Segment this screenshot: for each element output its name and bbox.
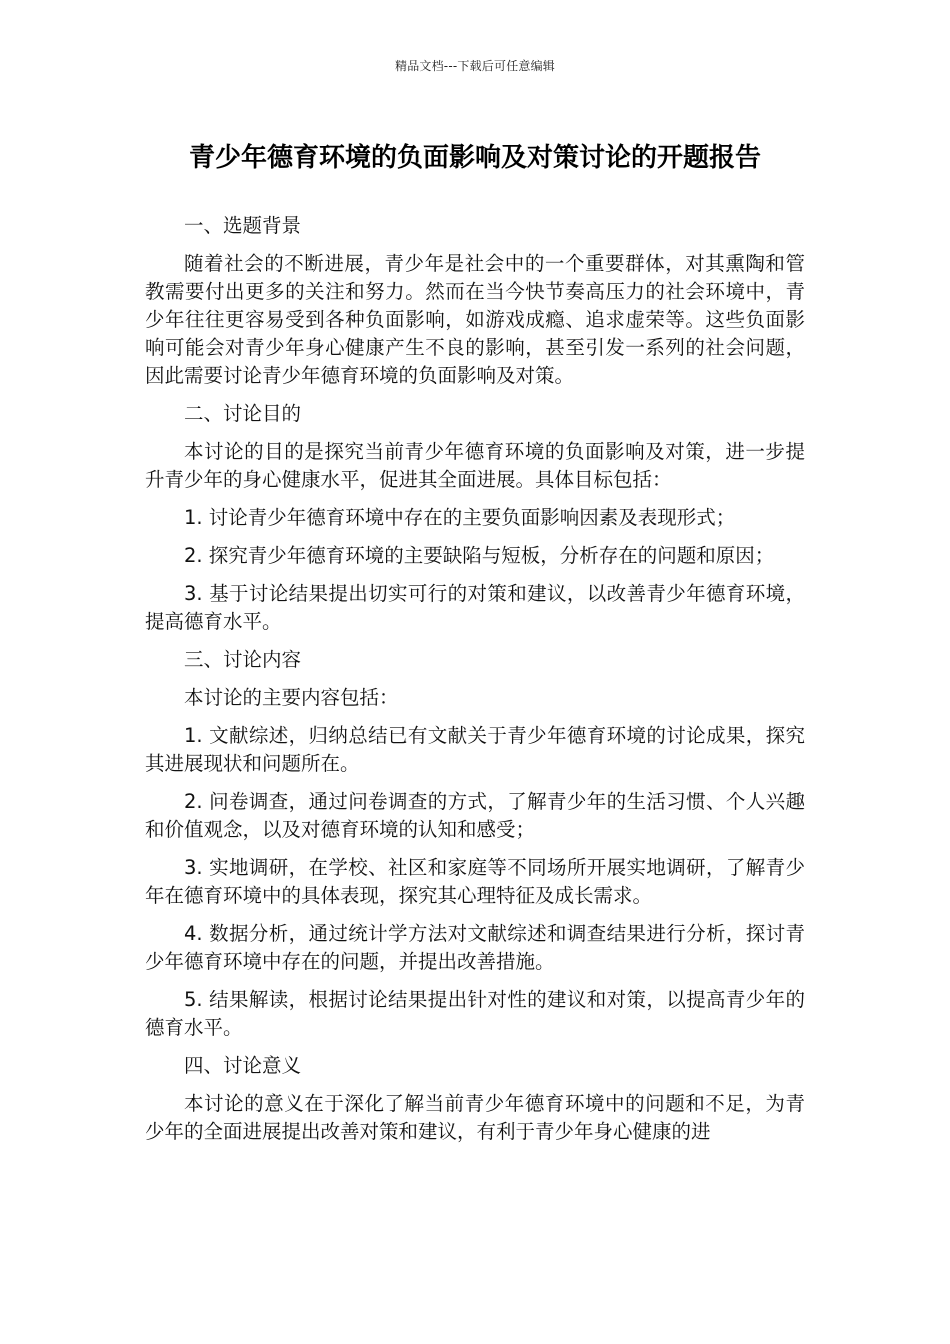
list-item: 1. 讨论青少年德育环境中存在的主要负面影响因素及表现形式； — [184, 506, 736, 529]
list-item: 3. 基于讨论结果提出切实可行的对策和建议，以改善青少年德育环境，提高德育水平。 — [145, 582, 805, 633]
section-heading: 四、讨论意义 — [184, 1054, 302, 1077]
list-item: 4. 数据分析，通过统计学方法对文献综述和调查结果进行分析，探讨青少年德育环境中存在的问题，并提出改善措施。 — [145, 922, 805, 973]
paragraph: 本讨论的目的是探究当前青少年德育环境的负面影响及对策，进一步提升青少年的身心健康水平，促进其全面进展。具体目标包括： — [145, 440, 805, 491]
list-item: 1. 文献综述，归纳总结已有文献关于青少年德育环境的讨论成果，探究其进展现状和问题所在。 — [145, 724, 805, 775]
list-item: 2. 探究青少年德育环境的主要缺陷与短板，分析存在的问题和原因； — [184, 544, 775, 567]
list-item: 5. 结果解读，根据讨论结果提出针对性的建议和对策，以提高青少年的德育水平。 — [145, 988, 805, 1039]
header-note: 精品文档---下载后可任意编辑 — [395, 59, 555, 73]
paragraph: 随着社会的不断进展，青少年是社会中的一个重要群体，对其熏陶和管教需要付出更多的关注和努力。然而在当今快节奏高压力的社会环境中，青少年往往更容易受到各种负面影响，如游戏成瘾、追求虚荣等。这些负面影响可能会对青少年身心健康产生不良的影响，甚至引发一系列的社会问题，因此需要讨论青少年德育环境的负面影响及对策。 — [145, 252, 805, 387]
document-body — [145, 212, 805, 1156]
section-heading: 二、讨论目的 — [184, 402, 302, 425]
paragraph: 本讨论的意义在于深化了解当前青少年德育环境中的问题和不足，为青少年的全面进展提出改善对策和建议，有利于青少年身心健康的进 — [145, 1092, 805, 1143]
section-heading: 一、选题背景 — [184, 214, 302, 237]
paragraph: 本讨论的主要内容包括： — [184, 686, 399, 709]
section-heading: 三、讨论内容 — [184, 648, 302, 671]
document-title: 青少年德育环境的负面影响及对策讨论的开题报告 — [188, 143, 761, 173]
list-item: 2. 问卷调查，通过问卷调查的方式，了解青少年的生活习惯、个人兴趣和价值观念，以及对德育环境的认知和感受； — [145, 790, 805, 841]
list-item: 3. 实地调研，在学校、社区和家庭等不同场所开展实地调研，了解青少年在德育环境中的具体表现，探究其心理特征及成长需求。 — [145, 856, 805, 907]
